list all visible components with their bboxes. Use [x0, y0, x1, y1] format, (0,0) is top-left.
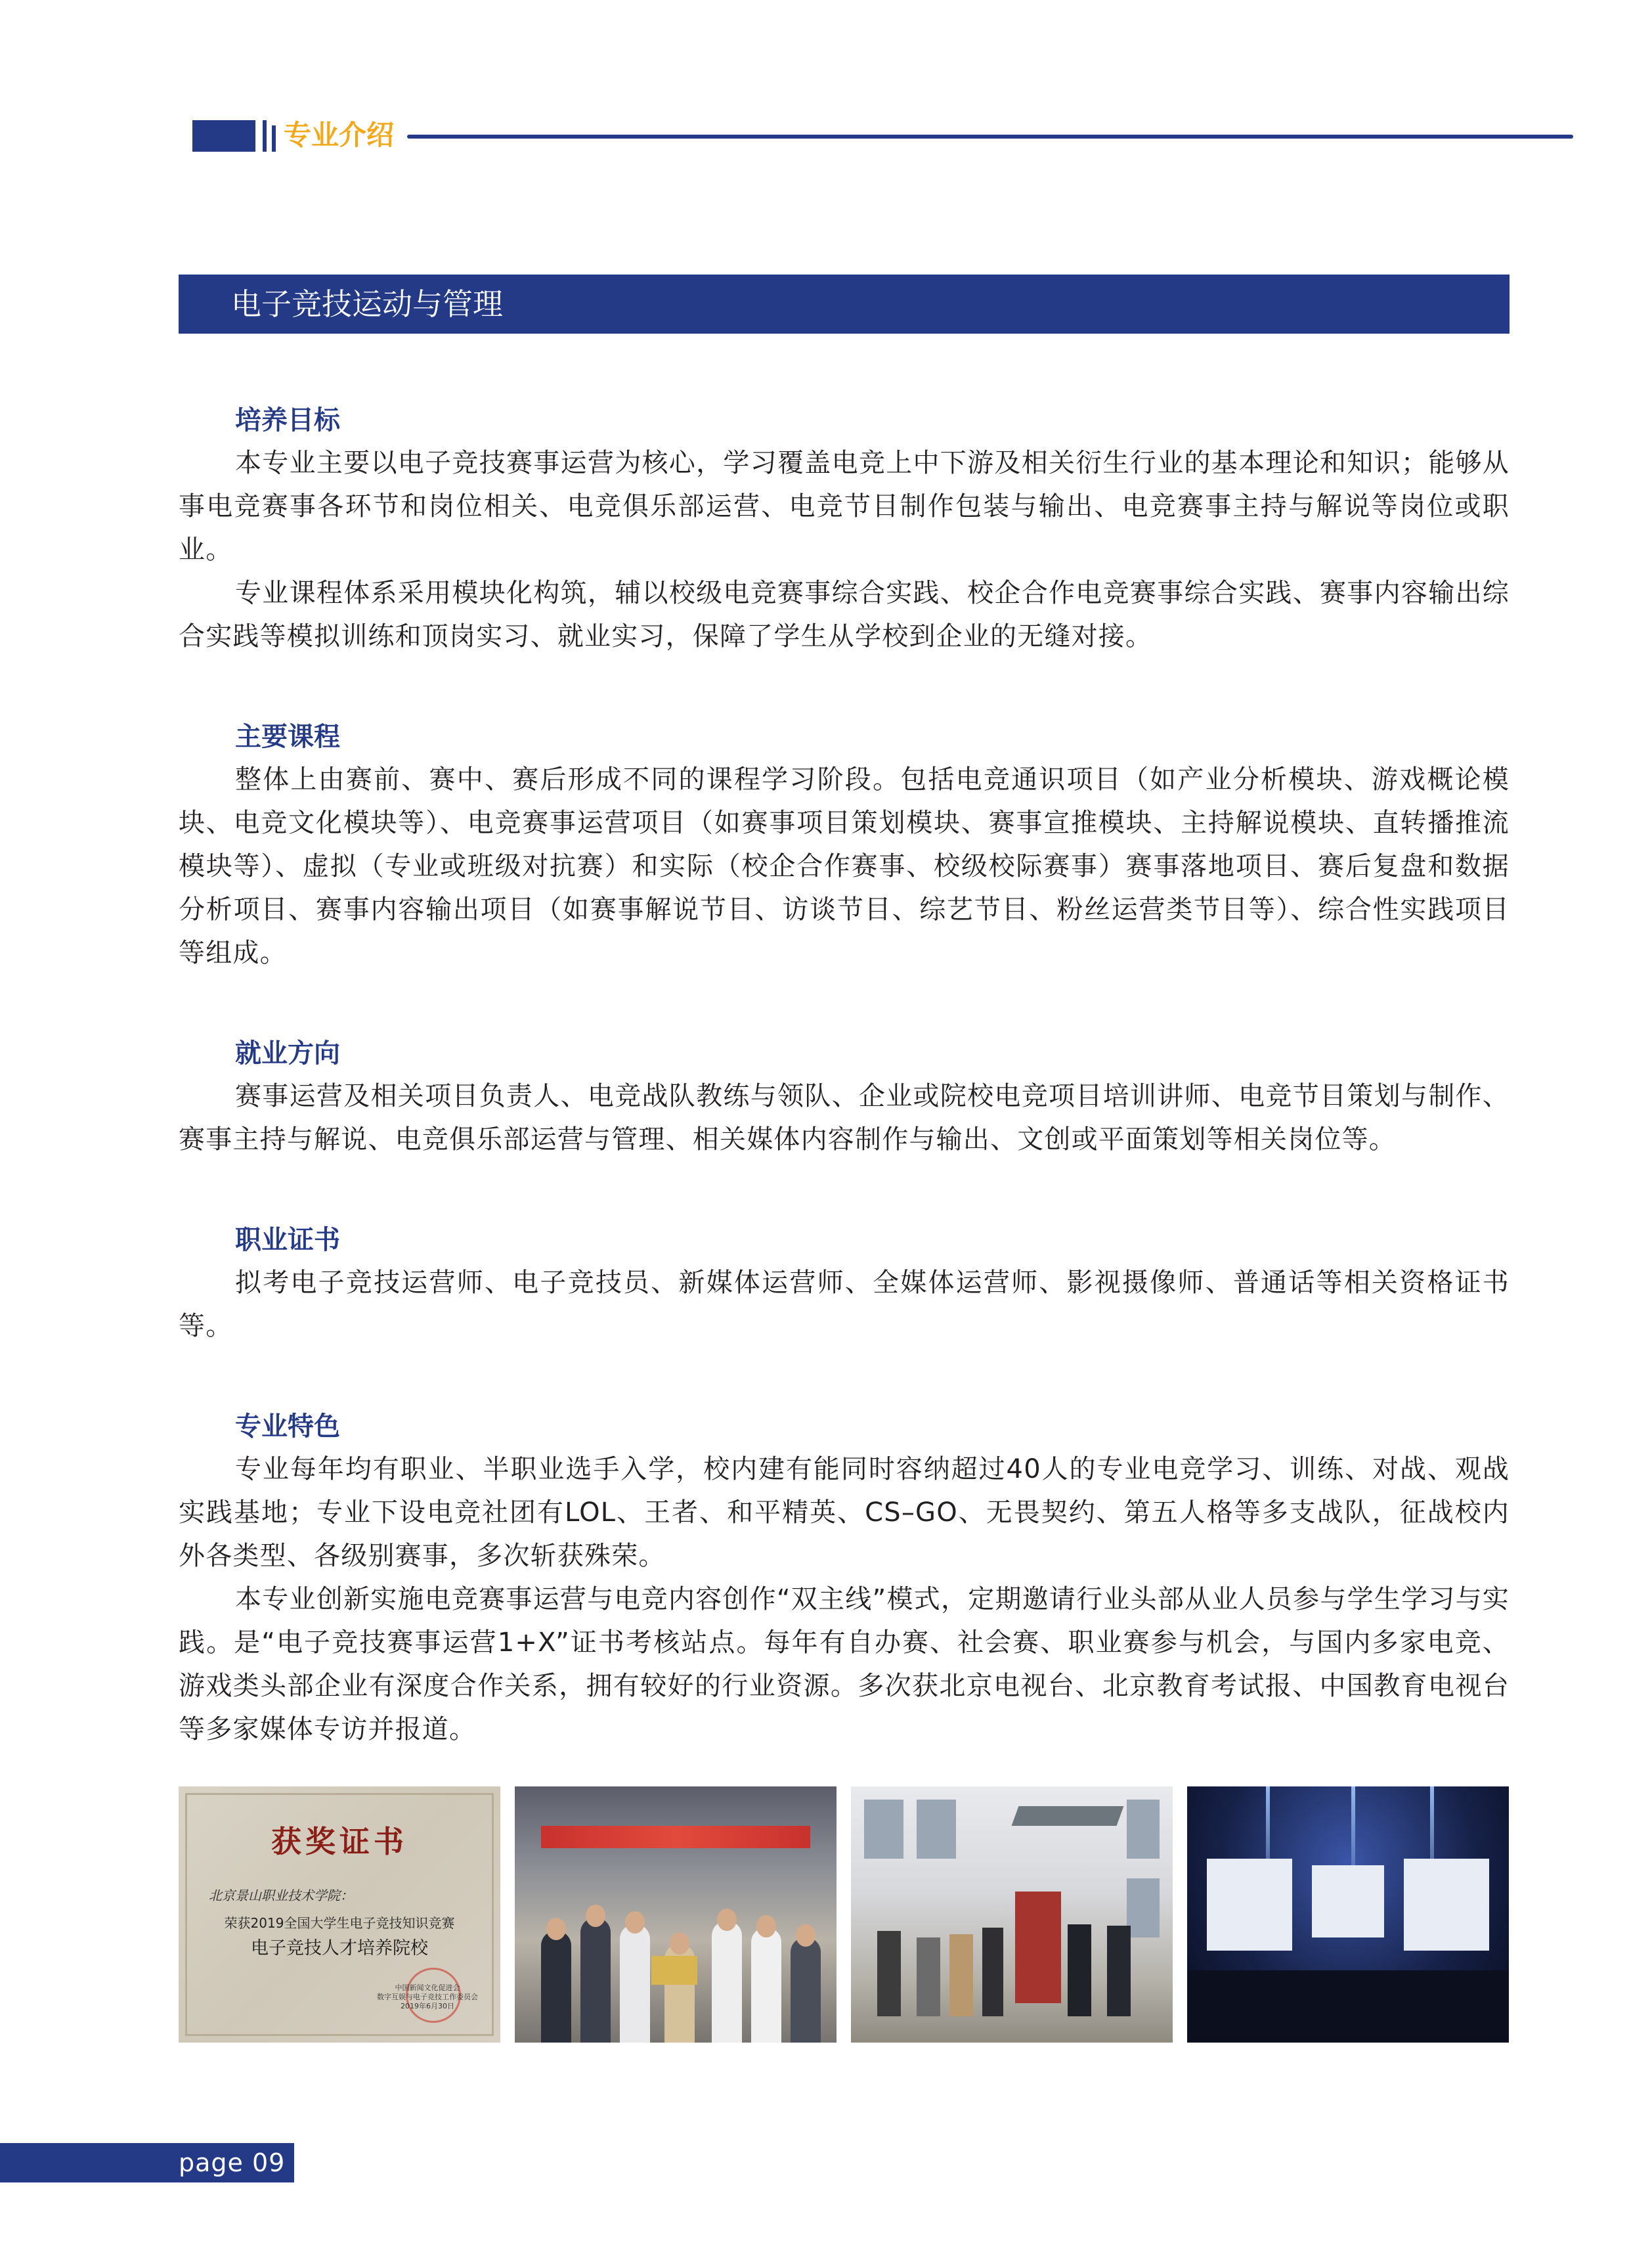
paragraph: 专业课程体系采用模块化构筑，辅以校级电竞赛事综合实践、校企合作电竞赛事综合实践、赛事内容输出综合实践等模拟训练和顶岗实习、就业实习，保障了学生从学校到企业的无缝对接。 — [179, 578, 1510, 652]
major-title-banner — [179, 275, 1510, 334]
paragraph: 拟考电子竞技运营师、电子竞技员、新媒体运营师、全媒体运营师、影视摄像师、普通话等相关资格证书等。 — [179, 1268, 1510, 1341]
paragraph: 整体上由赛前、赛中、赛后形成不同的课程学习阶段。包括电竞通识项目（如产业分析模块、游戏概论模块、电竞文化模块等）、电竞赛事运营项目（如赛事项目策划模块、赛事宣推模块、主持解说模块、直转播推流模块等）、虚拟（专业或班级对抗赛）和实际（校企合作赛事、校级校际赛事）赛事落地项目、赛后复盘和数据分析项目、赛事内容输出项目（如赛事解说节目、访谈节目、综艺节目、粉丝运营类节目等）、综合性实践项目等组成。 — [179, 764, 1510, 968]
paragraph: 本专业创新实施电竞赛事运营与电竞内容创作“双主线”模式，定期邀请行业头部从业人员参与学生学习与实践。是“电子竞技赛事运营1+X”证书考核站点。每年有自办赛、社会赛、职业赛参与机会，与国内多家电竞、游戏类头部企业有深度合作关系，拥有较好的行业资源。多次获北京电视台、北京教育考试报、中国教育电视台等多家媒体专访并报道。 — [179, 1584, 1510, 1744]
paragraph: 专业每年均有职业、半职业选手入学，校内建有能同时容纳超过40人的专业电竞学习、训练、对战、观战实践基地；专业下设电竞社团有LOL、王者、和平精英、CS–GO、无畏契约、第五人格等多支战队，征战校内外各类型、各级别赛事，多次斩获殊荣。 — [179, 1454, 1510, 1571]
section-title: 职业证书 — [235, 1225, 340, 1255]
header-section-label: 专业介绍 — [284, 119, 395, 151]
paragraph: 本专业主要以电子竞技赛事运营为核心，学习覆盖电竞上中下游及相关衍生行业的基本理论和知识；能够从事电竞赛事各环节和岗位相关、电竞俱乐部运营、电竞节目制作包装与输出、电竞赛事主持与解说等岗位或职业。 — [179, 448, 1510, 565]
certificate-award: 电子竞技人才培养院校 — [251, 1938, 428, 1959]
certificate-title: 获奖证书 — [271, 1824, 408, 1859]
award-certificate-photo — [179, 1786, 500, 2043]
header-rule — [407, 135, 1573, 139]
page-number-tab — [0, 2143, 294, 2182]
section-title: 就业方向 — [235, 1038, 340, 1069]
esports-stage-photo — [1187, 1786, 1509, 2043]
header-accent-bar — [263, 120, 267, 152]
section-employment — [179, 1032, 1510, 1161]
section-title: 主要课程 — [235, 722, 340, 752]
section-goals — [179, 399, 1510, 658]
section-features — [179, 1406, 1510, 1751]
section-title: 专业特色 — [235, 1411, 340, 1442]
certificate-line: 荣获2019全国大学生电子竞技知识竞赛 — [224, 1915, 455, 1931]
section-courses — [179, 716, 1510, 975]
paragraph: 赛事运营及相关项目负责人、电竞战队教练与领队、企业或院校电竞项目培训讲师、电竞节目策划与制作、赛事主持与解说、电竞俱乐部运营与管理、相关媒体内容制作与输出、文创或平面策划等相关岗位等。 — [179, 1081, 1510, 1155]
content — [179, 399, 1510, 1751]
major-title: 电子竞技运动与管理 — [231, 286, 503, 322]
photo-strip — [179, 1786, 1510, 2043]
school-visit-photo — [851, 1786, 1173, 2043]
team-award-photo — [515, 1786, 837, 2043]
header-accent-block — [192, 120, 255, 152]
certificate-recipient: 北京景山职业技术学院： — [209, 1888, 353, 1903]
section-title: 培养目标 — [235, 405, 340, 435]
header-accent-bar — [272, 125, 276, 152]
section-certificates — [179, 1219, 1510, 1348]
page-number: page 09 — [179, 2148, 286, 2177]
certificate-issuer: 中国新闻文化促进会 数字互娱与电子竞技工作委员会 2019年6月30日 — [377, 1983, 478, 2010]
